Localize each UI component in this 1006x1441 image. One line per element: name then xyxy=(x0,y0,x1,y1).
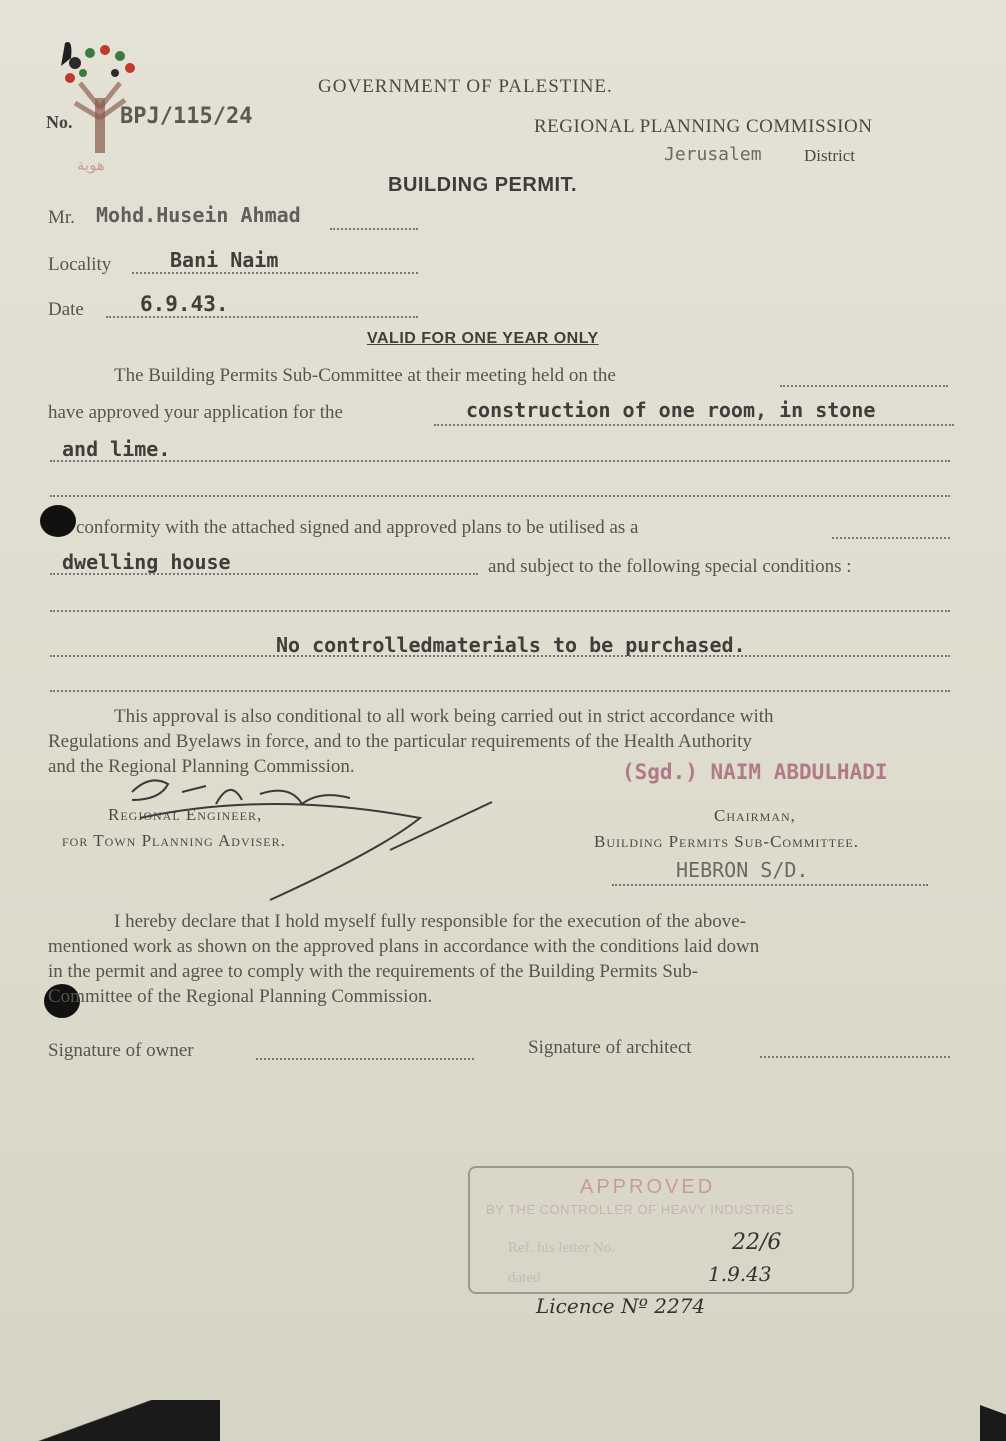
body-line-3-value: and lime. xyxy=(62,437,171,461)
application-dotted-line xyxy=(434,424,954,426)
approval-line-1: This approval is also conditional to all work being carried out in strict accordance with xyxy=(114,706,774,727)
stamp-approved: APPROVED xyxy=(580,1176,716,1198)
approval-line-3: and the Regional Planning Commission. xyxy=(48,756,355,777)
meeting-date-dotted-line xyxy=(780,385,948,387)
declaration-line-4: Committee of the Regional Planning Commission. xyxy=(48,986,433,1007)
body-line-2-value: construction of one room, in stone xyxy=(466,398,876,422)
scan-edge-bottom-right xyxy=(980,1390,1006,1441)
chairman-dotted-line xyxy=(612,884,928,886)
chairman-title: Chairman, xyxy=(714,806,796,825)
punch-hole-top xyxy=(40,505,76,537)
use-value-dotted-line xyxy=(50,573,478,575)
commission-heading: REGIONAL PLANNING COMMISSION xyxy=(534,116,873,137)
district-value: Jerusalem xyxy=(664,144,762,165)
architect-signature-line xyxy=(760,1056,950,1058)
declaration-line-2: mentioned work as shown on the approved plans in accordance with the conditions laid down xyxy=(48,936,760,957)
locality-value: Bani Naim xyxy=(170,248,279,272)
body-line-5-value: dwelling house xyxy=(62,550,231,574)
use-dotted-line xyxy=(832,537,950,539)
body-line-1: The Building Permits Sub-Committee at their meeting held on the xyxy=(114,365,616,386)
stamp-dated-value: 1.9.43 xyxy=(708,1262,772,1286)
owner-signature-label: Signature of owner xyxy=(48,1040,194,1061)
validity-notice: VALID FOR ONE YEAR ONLY xyxy=(367,330,599,347)
conditions-dotted-line-1 xyxy=(50,610,950,612)
body-line-4: conformity with the attached signed and approved plans to be utilised as a xyxy=(76,517,639,538)
declaration-line-3: in the permit and agree to comply with the requirements of the Building Permits Sub- xyxy=(48,961,699,982)
government-heading: GOVERNMENT OF PALESTINE. xyxy=(318,76,613,97)
architect-signature-label: Signature of architect xyxy=(528,1037,692,1058)
declaration-line-1: I hereby declare that I hold myself fully responsible for the execution of the above- xyxy=(114,911,747,932)
body-line-2-prefix: have approved your application for the xyxy=(48,402,343,423)
mr-label: Mr. xyxy=(48,207,75,228)
line-4-dotted-line xyxy=(50,495,950,497)
stamp-ref-label: Ref. his letter No. xyxy=(508,1240,616,1256)
hebron-stamp: HEBRON S/D. xyxy=(676,858,809,882)
line-3-dotted-line xyxy=(50,460,950,462)
licence-number: Licence Nº 2274 xyxy=(536,1294,706,1318)
engineer-title: Regional Engineer, xyxy=(108,805,263,824)
engineer-subtitle: for Town Planning Adviser. xyxy=(62,831,286,850)
body-line-5-suffix: and subject to the following special conditions : xyxy=(488,556,852,577)
mr-value: Mohd.Husein Ahmad xyxy=(96,203,301,227)
mr-dotted-line xyxy=(330,228,418,230)
document-title: BUILDING PERMIT. xyxy=(388,174,578,196)
date-label: Date xyxy=(48,299,84,320)
district-label: District xyxy=(804,146,855,165)
locality-dotted-line xyxy=(132,272,418,274)
scan-edge-bottom-left xyxy=(0,1400,220,1441)
stamp-controller: BY THE CONTROLLER OF HEAVY INDUSTRIES xyxy=(486,1202,794,1217)
date-value: 6.9.43. xyxy=(140,292,229,316)
approval-line-2: Regulations and Byelaws in force, and to the particular requirements of the Health Authority xyxy=(48,731,752,752)
conditions-dotted-line-3 xyxy=(50,690,950,692)
locality-label: Locality xyxy=(48,254,112,275)
special-condition: No controlledmaterials to be purchased. xyxy=(276,633,746,657)
owner-signature-line xyxy=(256,1058,474,1060)
chairman-subtitle: Building Permits Sub-Committee. xyxy=(594,832,859,851)
svg-text:هوية: هوية xyxy=(77,156,105,174)
conditions-dotted-line-2 xyxy=(50,655,950,657)
permit-number-label: No. xyxy=(46,112,73,132)
stamp-dated-label: dated xyxy=(508,1270,541,1286)
approval-stamp xyxy=(468,1166,854,1294)
chairman-signature-stamp: (Sgd.) NAIM ABDULHADI xyxy=(622,760,888,784)
date-dotted-line xyxy=(106,316,418,318)
permit-number-value: BPJ/115/24 xyxy=(120,104,253,129)
stamp-ref-value: 22/6 xyxy=(732,1230,782,1255)
